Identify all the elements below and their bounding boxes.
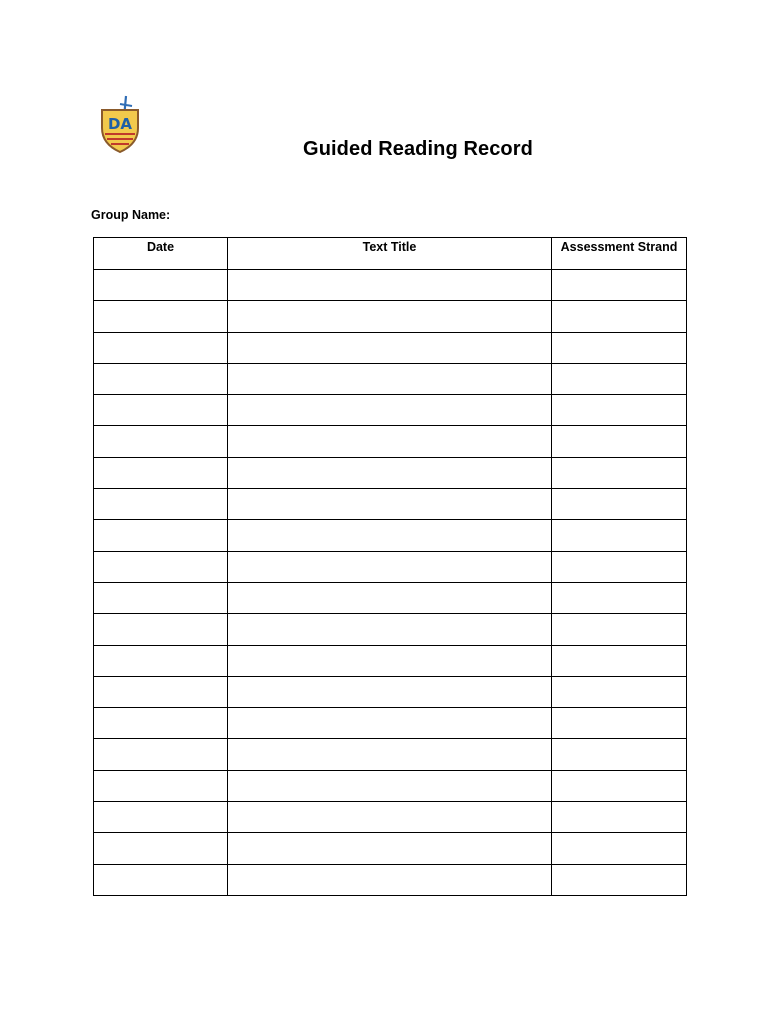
date-cell[interactable] bbox=[94, 363, 228, 394]
date-cell[interactable] bbox=[94, 270, 228, 301]
date-cell[interactable] bbox=[94, 864, 228, 895]
table-row bbox=[94, 676, 687, 707]
assessment-strand-cell[interactable] bbox=[552, 395, 687, 426]
text-title-cell[interactable] bbox=[228, 551, 552, 582]
text-title-cell[interactable] bbox=[228, 520, 552, 551]
reading-record-table bbox=[93, 237, 687, 896]
date-cell[interactable] bbox=[94, 770, 228, 801]
assessment-strand-cell[interactable] bbox=[552, 551, 687, 582]
table-row bbox=[94, 614, 687, 645]
assessment-strand-cell[interactable] bbox=[552, 489, 687, 520]
column-header-date: Date bbox=[94, 238, 228, 270]
table-row bbox=[94, 395, 687, 426]
text-title-cell[interactable] bbox=[228, 301, 552, 332]
date-cell[interactable] bbox=[94, 301, 228, 332]
table-row bbox=[94, 770, 687, 801]
date-cell[interactable] bbox=[94, 614, 228, 645]
date-cell[interactable] bbox=[94, 395, 228, 426]
table-row bbox=[94, 582, 687, 613]
assessment-strand-cell[interactable] bbox=[552, 770, 687, 801]
table-row bbox=[94, 301, 687, 332]
assessment-strand-cell[interactable] bbox=[552, 363, 687, 394]
text-title-cell[interactable] bbox=[228, 614, 552, 645]
assessment-strand-cell[interactable] bbox=[552, 614, 687, 645]
date-cell[interactable] bbox=[94, 676, 228, 707]
assessment-strand-cell[interactable] bbox=[552, 708, 687, 739]
assessment-strand-cell[interactable] bbox=[552, 802, 687, 833]
text-title-cell[interactable] bbox=[228, 802, 552, 833]
table-row bbox=[94, 739, 687, 770]
table-body bbox=[94, 270, 687, 896]
crest-letters: DA bbox=[107, 115, 133, 133]
text-title-cell[interactable] bbox=[228, 708, 552, 739]
table-row bbox=[94, 270, 687, 301]
date-cell[interactable] bbox=[94, 332, 228, 363]
text-title-cell[interactable] bbox=[228, 739, 552, 770]
text-title-cell[interactable] bbox=[228, 270, 552, 301]
text-title-cell[interactable] bbox=[228, 770, 552, 801]
text-title-cell[interactable] bbox=[228, 363, 552, 394]
assessment-strand-cell[interactable] bbox=[552, 457, 687, 488]
table-row bbox=[94, 489, 687, 520]
column-header-text-title: Text Title bbox=[228, 238, 552, 270]
text-title-cell[interactable] bbox=[228, 332, 552, 363]
title-text: Guided Reading Record bbox=[303, 138, 533, 160]
table-row bbox=[94, 363, 687, 394]
date-cell[interactable] bbox=[94, 489, 228, 520]
text-title-cell[interactable] bbox=[228, 457, 552, 488]
date-cell[interactable] bbox=[94, 426, 228, 457]
date-cell[interactable] bbox=[94, 582, 228, 613]
text-title-cell[interactable] bbox=[228, 833, 552, 864]
assessment-strand-cell[interactable] bbox=[552, 426, 687, 457]
text-title-cell[interactable] bbox=[228, 426, 552, 457]
table-row bbox=[94, 551, 687, 582]
table-row bbox=[94, 833, 687, 864]
assessment-strand-cell[interactable] bbox=[552, 270, 687, 301]
assessment-strand-cell[interactable] bbox=[552, 582, 687, 613]
table-row bbox=[94, 645, 687, 676]
group-name-label: Group Name: bbox=[91, 208, 171, 222]
table-row bbox=[94, 426, 687, 457]
text-title-cell[interactable] bbox=[228, 489, 552, 520]
assessment-strand-cell[interactable] bbox=[552, 520, 687, 551]
text-title-cell[interactable] bbox=[228, 864, 552, 895]
date-cell[interactable] bbox=[94, 802, 228, 833]
page-title bbox=[0, 136, 768, 162]
text-title-cell[interactable] bbox=[228, 395, 552, 426]
column-header-assessment-strand: Assessment Strand bbox=[552, 238, 687, 270]
date-cell[interactable] bbox=[94, 739, 228, 770]
date-cell[interactable] bbox=[94, 645, 228, 676]
table-header-row bbox=[94, 238, 687, 270]
assessment-strand-cell[interactable] bbox=[552, 739, 687, 770]
text-title-cell[interactable] bbox=[228, 676, 552, 707]
assessment-strand-cell[interactable] bbox=[552, 864, 687, 895]
date-cell[interactable] bbox=[94, 520, 228, 551]
assessment-strand-cell[interactable] bbox=[552, 301, 687, 332]
text-title-cell[interactable] bbox=[228, 645, 552, 676]
table-row bbox=[94, 457, 687, 488]
assessment-strand-cell[interactable] bbox=[552, 645, 687, 676]
text-title-cell[interactable] bbox=[228, 582, 552, 613]
assessment-strand-cell[interactable] bbox=[552, 833, 687, 864]
table-row bbox=[94, 332, 687, 363]
date-cell[interactable] bbox=[94, 833, 228, 864]
date-cell[interactable] bbox=[94, 708, 228, 739]
assessment-strand-cell[interactable] bbox=[552, 676, 687, 707]
date-cell[interactable] bbox=[94, 551, 228, 582]
table-row bbox=[94, 802, 687, 833]
assessment-strand-cell[interactable] bbox=[552, 332, 687, 363]
table-row bbox=[94, 520, 687, 551]
table-row bbox=[94, 708, 687, 739]
date-cell[interactable] bbox=[94, 457, 228, 488]
table-row bbox=[94, 864, 687, 895]
